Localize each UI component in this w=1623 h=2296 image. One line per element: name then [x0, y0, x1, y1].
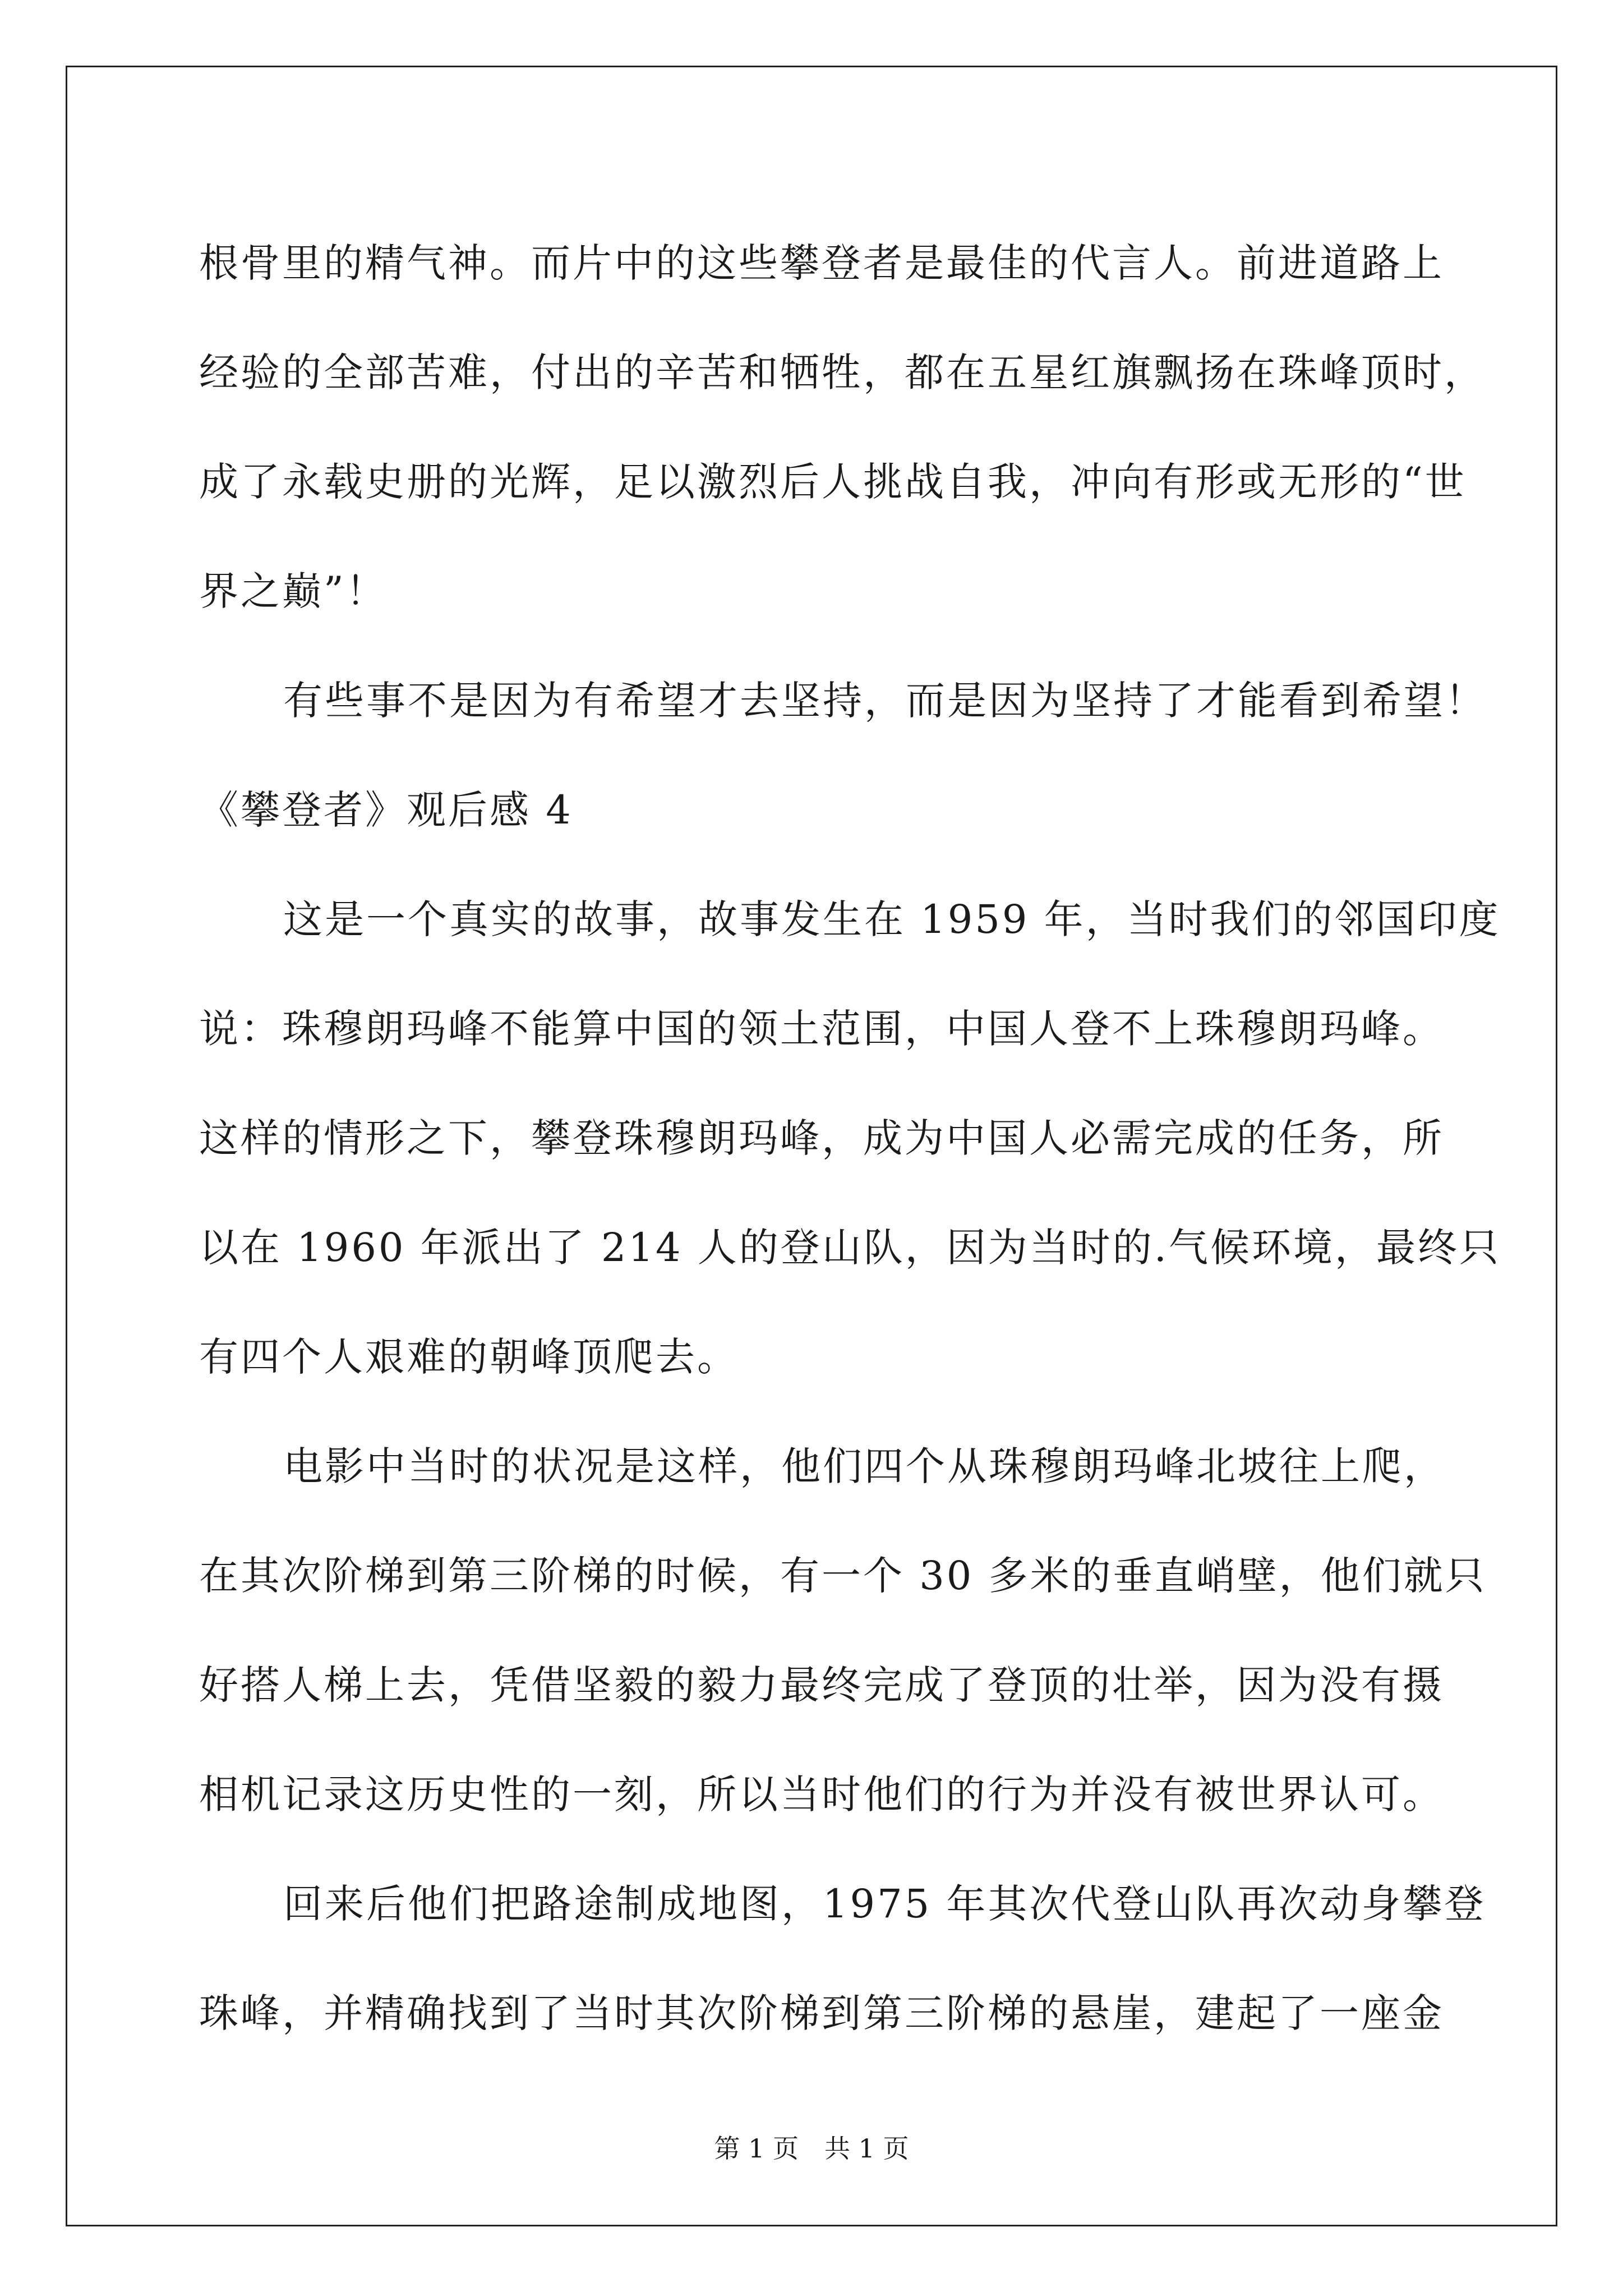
- paragraph-first-line: 回来后他们把路途制成地图，1975 年其次代登山队再次动身攀登: [283, 1881, 1486, 1927]
- text-line: 根骨里的精气神。而片中的这些攀登者是最佳的代言人。前进道路上: [199, 240, 1444, 286]
- text-line: 有四个人艰难的朝峰顶爬去。: [199, 1334, 739, 1380]
- text-line: 这样的情形之下，攀登珠穆朗玛峰，成为中国人必需完成的任务，所: [199, 1115, 1444, 1161]
- text-line: 成了永载史册的光辉，足以激烈后人挑战自我，冲向有形或无形的“世: [199, 459, 1467, 505]
- text-line: 好搭人梯上去，凭借坚毅的毅力最终完成了登顶的壮举，因为没有摄: [199, 1662, 1444, 1708]
- section-heading: 《攀登者》观后感 4: [199, 787, 573, 833]
- page-number-footer: 第 1 页 共 1 页: [714, 2133, 909, 2164]
- paragraph-first-line: 这是一个真实的故事，故事发生在 1959 年，当时我们的邻国印度: [283, 896, 1501, 942]
- paragraph-first-line: 电影中当时的状况是这样，他们四个从珠穆朗玛峰北坡往上爬，: [283, 1443, 1445, 1489]
- text-line: 经验的全部苦难，付出的辛苦和牺牲，都在五星红旗飘扬在珠峰顶时，: [199, 349, 1486, 395]
- text-line: 在其次阶梯到第三阶梯的时候，有一个 30 多米的垂直峭壁，他们就只: [199, 1553, 1487, 1599]
- text-line: 界之巅”！: [199, 568, 388, 614]
- paragraph-first-line: 有些事不是因为有希望才去坚持，而是因为坚持了才能看到希望！: [283, 678, 1487, 724]
- text-line: 说：珠穆朗玛峰不能算中国的领土范围，中国人登不上珠穆朗玛峰。: [199, 1006, 1444, 1052]
- text-line: 以在 1960 年派出了 214 人的登山队，因为当时的.气候环境，最终只: [199, 1225, 1501, 1271]
- document-body: [199, 209, 1501, 2068]
- text-line: 珠峰，并精确找到了当时其次阶梯到第三阶梯的悬崖，建起了一座金: [199, 1990, 1444, 2036]
- text-line: 相机记录这历史性的一刻，所以当时他们的行为并没有被世界认可。: [199, 1772, 1444, 1818]
